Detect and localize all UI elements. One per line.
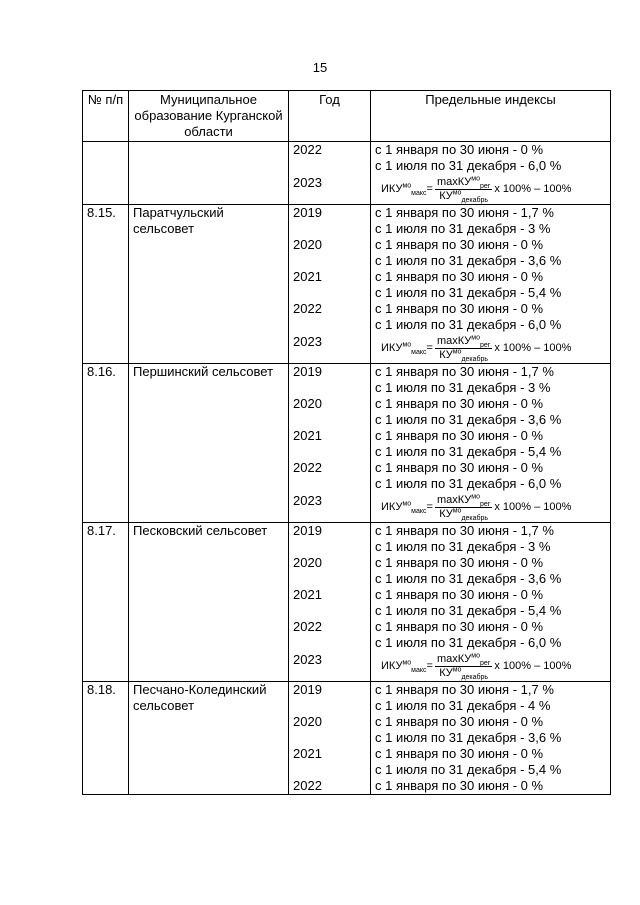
formula-eq: = xyxy=(426,342,433,354)
year-value: 2022 xyxy=(293,142,322,157)
index-line: с 1 июля по 31 декабря - 3 % xyxy=(375,539,551,554)
row-number: 8.18. xyxy=(83,682,129,795)
row-indexes xyxy=(371,682,611,795)
index-line: с 1 января по 30 июня - 0 % xyxy=(375,428,544,443)
formula-tail: x 100% – 100% xyxy=(494,183,572,195)
row-years xyxy=(289,142,371,205)
formula-num-sub: рег xyxy=(479,659,491,667)
index-line: с 1 января по 30 июня - 0 % xyxy=(375,619,544,634)
formula-tail: x 100% – 100% xyxy=(494,501,572,513)
formula xyxy=(375,651,606,681)
index-line: с 1 июля по 31 декабря - 3,6 % xyxy=(375,571,562,586)
formula-fraction xyxy=(435,335,492,362)
formula-num-sub: рег xyxy=(479,341,491,349)
formula-den-main: КУ xyxy=(439,189,453,202)
index-line: с 1 июля по 31 декабря - 6,0 % xyxy=(375,158,562,173)
formula-lhs-sub: макс xyxy=(411,190,427,198)
year-value: 2019 xyxy=(293,364,322,379)
header-municipality: Муниципальное образование Курганской области xyxy=(129,91,289,142)
index-line: с 1 января по 30 июня - 0 % xyxy=(375,746,544,761)
formula-denominator xyxy=(437,667,490,680)
formula-tail: x 100% – 100% xyxy=(494,660,572,672)
row-municipality: Песковский сельсовет xyxy=(129,523,289,682)
formula-lhs-sup: мо xyxy=(402,500,412,508)
header-year: Год xyxy=(289,91,371,142)
year-value: 2022 xyxy=(293,778,322,793)
formula-num-sub: рег xyxy=(479,500,491,508)
index-line: с 1 января по 30 июня - 0 % xyxy=(375,142,544,157)
formula-den-main: КУ xyxy=(439,348,453,361)
index-line: с 1 июля по 31 декабря - 3 % xyxy=(375,380,551,395)
row-number: 8.17. xyxy=(83,523,129,682)
formula-den-sup: мо xyxy=(452,506,462,514)
index-line: с 1 января по 30 июня - 1,7 % xyxy=(375,364,554,379)
formula-eq: = xyxy=(426,501,433,513)
table-header-row xyxy=(83,91,611,142)
formula-lhs-main: ИКУ xyxy=(381,660,403,672)
formula-fraction xyxy=(435,176,492,203)
formula-lhs-sup: мо xyxy=(402,341,412,349)
row-years xyxy=(289,205,371,364)
index-line: с 1 января по 30 июня - 0 % xyxy=(375,778,544,793)
year-value: 2021 xyxy=(293,746,322,761)
row-number: 8.16. xyxy=(83,364,129,523)
formula-num-main: maxКУ xyxy=(436,493,472,506)
index-line: с 1 января по 30 июня - 0 % xyxy=(375,555,544,570)
year-value: 2020 xyxy=(293,396,322,411)
year-value: 2022 xyxy=(293,301,322,316)
formula-den-sup: мо xyxy=(452,665,462,673)
formula-den-main: КУ xyxy=(439,666,453,679)
formula-den-sub: декабрь xyxy=(461,355,489,363)
index-line: с 1 января по 30 июня - 0 % xyxy=(375,269,544,284)
formula-num-main: maxКУ xyxy=(436,334,472,347)
index-line: с 1 января по 30 июня - 1,7 % xyxy=(375,205,554,220)
row-indexes xyxy=(371,364,611,523)
formula-tail: x 100% – 100% xyxy=(494,342,572,354)
formula-numerator xyxy=(435,335,492,349)
row-number: 8.15. xyxy=(83,205,129,364)
formula-num-sup: мо xyxy=(471,651,480,659)
page-number: 15 xyxy=(312,60,328,75)
formula-den-sub: декабрь xyxy=(461,673,489,681)
formula-num-sup: мо xyxy=(471,333,480,341)
formula-denominator xyxy=(437,508,490,521)
formula-lhs-sub: макс xyxy=(411,508,427,516)
row-municipality: Песчано-Колединский сельсовет xyxy=(129,682,289,795)
row-indexes xyxy=(371,523,611,682)
formula xyxy=(375,174,606,204)
index-line: с 1 июля по 31 декабря - 5,4 % xyxy=(375,603,562,618)
formula-lhs-sup: мо xyxy=(402,659,412,667)
year-value: 2023 xyxy=(293,652,322,667)
formula-lhs xyxy=(381,181,427,197)
row-municipality: Паратчульский сельсовет xyxy=(129,205,289,364)
row-years xyxy=(289,364,371,523)
index-line: с 1 января по 30 июня - 1,7 % xyxy=(375,682,554,697)
index-line: с 1 января по 30 июня - 1,7 % xyxy=(375,523,554,538)
formula-numerator xyxy=(435,494,492,508)
year-value: 2019 xyxy=(293,205,322,220)
index-line: с 1 июля по 31 декабря - 6,0 % xyxy=(375,476,562,491)
formula-num-sub: рег xyxy=(479,182,491,190)
index-line: с 1 июля по 31 декабря - 3,6 % xyxy=(375,253,562,268)
index-line: с 1 января по 30 июня - 0 % xyxy=(375,301,544,316)
year-value: 2020 xyxy=(293,555,322,570)
formula-lhs-sub: макс xyxy=(411,667,427,675)
row-indexes xyxy=(371,142,611,205)
year-value: 2020 xyxy=(293,237,322,252)
table-row xyxy=(83,142,611,205)
year-value: 2019 xyxy=(293,523,322,538)
index-line: с 1 июля по 31 декабря - 5,4 % xyxy=(375,285,562,300)
table-row xyxy=(83,364,611,523)
formula-numerator xyxy=(435,176,492,190)
formula-lhs xyxy=(381,658,427,674)
row-years xyxy=(289,523,371,682)
formula-den-sub: декабрь xyxy=(461,196,489,204)
formula-denominator xyxy=(437,349,490,362)
formula-eq: = xyxy=(426,660,433,672)
formula-den-sup: мо xyxy=(452,188,462,196)
index-line: с 1 июля по 31 декабря - 3,6 % xyxy=(375,412,562,427)
year-value: 2021 xyxy=(293,428,322,443)
formula-numerator xyxy=(435,653,492,667)
formula-den-main: КУ xyxy=(439,507,453,520)
year-value: 2023 xyxy=(293,334,322,349)
formula-num-sup: мо xyxy=(471,492,480,500)
index-line: с 1 января по 30 июня - 0 % xyxy=(375,714,544,729)
formula-den-sup: мо xyxy=(452,347,462,355)
formula-fraction xyxy=(435,494,492,521)
year-value: 2021 xyxy=(293,269,322,284)
year-value: 2023 xyxy=(293,493,322,508)
formula-lhs-main: ИКУ xyxy=(381,501,403,513)
table-row xyxy=(83,205,611,364)
formula-lhs-sup: мо xyxy=(402,182,412,190)
index-line: с 1 января по 30 июня - 0 % xyxy=(375,460,544,475)
year-value: 2021 xyxy=(293,587,322,602)
formula-fraction xyxy=(435,653,492,680)
table-row xyxy=(83,682,611,795)
formula-lhs xyxy=(381,340,427,356)
table-body xyxy=(83,142,611,795)
formula-lhs-main: ИКУ xyxy=(381,183,403,195)
formula xyxy=(375,492,606,522)
year-value: 2023 xyxy=(293,175,322,190)
year-value: 2022 xyxy=(293,619,322,634)
year-value: 2019 xyxy=(293,682,322,697)
index-line: с 1 июля по 31 декабря - 6,0 % xyxy=(375,635,562,650)
formula-lhs xyxy=(381,499,427,515)
indexes-table xyxy=(82,90,611,795)
formula-num-main: maxКУ xyxy=(436,652,472,665)
formula-num-sup: мо xyxy=(471,174,480,182)
index-line: с 1 июля по 31 декабря - 6,0 % xyxy=(375,317,562,332)
header-indexes: Предельные индексы xyxy=(371,91,611,142)
index-line: с 1 июля по 31 декабря - 3,6 % xyxy=(375,730,562,745)
table-row xyxy=(83,523,611,682)
formula-den-sub: декабрь xyxy=(461,514,489,522)
formula-num-main: maxКУ xyxy=(436,175,472,188)
formula-lhs-sub: макс xyxy=(411,349,427,357)
index-line: с 1 июля по 31 декабря - 3 % xyxy=(375,221,551,236)
year-value: 2022 xyxy=(293,460,322,475)
row-municipality: Першинский сельсовет xyxy=(129,364,289,523)
index-line: с 1 января по 30 июня - 0 % xyxy=(375,237,544,252)
row-municipality xyxy=(129,142,289,205)
index-line: с 1 июля по 31 декабря - 4 % xyxy=(375,698,551,713)
header-num: № п/п xyxy=(83,91,129,142)
formula-eq: = xyxy=(426,183,433,195)
index-line: с 1 июля по 31 декабря - 5,4 % xyxy=(375,762,562,777)
index-line: с 1 января по 30 июня - 0 % xyxy=(375,396,544,411)
row-years xyxy=(289,682,371,795)
year-value: 2020 xyxy=(293,714,322,729)
formula xyxy=(375,333,606,363)
index-line: с 1 июля по 31 декабря - 5,4 % xyxy=(375,444,562,459)
formula-denominator xyxy=(437,190,490,203)
row-indexes xyxy=(371,205,611,364)
row-number xyxy=(83,142,129,205)
index-line: с 1 января по 30 июня - 0 % xyxy=(375,587,544,602)
formula-lhs-main: ИКУ xyxy=(381,342,403,354)
